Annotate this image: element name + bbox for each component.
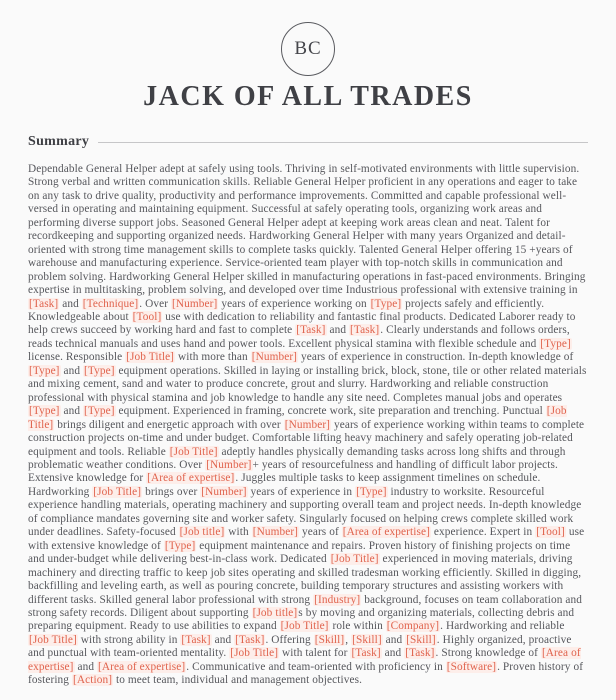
- summary-text: Dependable General Helper adept at safely using tools. Thriving in self-motivated environments with little supervision. Strong verbal and written communication skills. Reliable General Helper proficient in any operations and eager to take on any task to drive quality, productivity and performance improvements. Committed and capable professional well-versed in operating and maintaining equipment. Successful at safely operating tools, organizing work areas and performing diverse support jobs. Seasoned General Helper adept at keeping work areas clean and neat. Talent for recordkeeping and supporting organized needs. Hardworking General Helper with many years Organized and detail-oriented with strong time management skills to complete tasks quickly. Talented General Helper offering 15 +years of warehouse and manufacturing experience. Service-oriented team player with top-notch skills in communication and problem solving. Hardworking General Helper skilled in manufacturing operations in fast-paced environments. Bringing expertise in multitasking, problem solving, and developed over time Industrious professional with extensive training in: [28, 163, 586, 297]
- placeholder-token[interactable]: [Type]: [84, 364, 115, 377]
- placeholder-token[interactable]: [Job title]: [252, 606, 298, 619]
- placeholder-token[interactable]: [Job Title]: [28, 405, 567, 431]
- summary-text: + years of resourcefulness and handling of difficult labor projects. Extensive knowledge for: [28, 458, 558, 485]
- summary-text: . Highly organized, proactive and punctual with team-oriented mentality.: [28, 633, 572, 660]
- summary-text: equipment. Experienced in framing, concrete work, site preparation and trenching. Punctual: [115, 405, 546, 418]
- summary-text: and: [60, 364, 84, 377]
- summary-text: years of: [299, 526, 342, 539]
- summary-text: experienced in moving materials, driving machinery and directing traffic to keep job sites operating and skilled tradesman working efficiently. Skilled in digging, backfilling and leveling earth, as well as pouring concrete, building temporary structures and assisting workers with different tasks. Skilled general labor professional with strong: [28, 553, 582, 606]
- summary-text: . Offering: [265, 633, 314, 646]
- summary-text: years of experience working on: [218, 297, 370, 310]
- summary-section-header: [28, 134, 588, 150]
- placeholder-token[interactable]: [Type]: [84, 405, 115, 418]
- placeholder-token[interactable]: [Tool]: [132, 310, 162, 323]
- placeholder-token[interactable]: [Job Title]: [29, 633, 77, 646]
- placeholder-token[interactable]: [Job Title]: [280, 620, 329, 633]
- placeholder-token[interactable]: [Task]: [296, 324, 326, 337]
- placeholder-token[interactable]: [Software]: [446, 660, 497, 673]
- placeholder-token[interactable]: [Industry]: [314, 593, 361, 606]
- placeholder-token[interactable]: [Number]: [172, 297, 218, 310]
- summary-text: . Juggles multiple tasks to keep assignment timelines on schedule. Hardworking: [28, 472, 541, 498]
- section-heading: Summary: [28, 134, 90, 149]
- placeholder-token[interactable]: [Technique]: [82, 297, 139, 310]
- placeholder-token[interactable]: [Skill]: [314, 633, 345, 646]
- placeholder-token[interactable]: [Area of expertise]: [342, 526, 430, 539]
- summary-text: and: [381, 647, 405, 660]
- summary-text: years of experience in: [247, 485, 356, 498]
- summary-text: with more than: [175, 351, 251, 364]
- placeholder-token[interactable]: [Skill]: [352, 633, 382, 646]
- placeholder-token[interactable]: [Number]: [201, 485, 247, 498]
- page-title: JACK OF ALL TRADES: [143, 81, 473, 112]
- summary-text: brings over: [142, 485, 201, 498]
- placeholder-token[interactable]: [Company]: [386, 620, 440, 633]
- placeholder-token[interactable]: [Area of expertise]: [147, 472, 235, 485]
- summary-text: with strong ability in: [77, 633, 181, 646]
- monogram-badge: [281, 22, 335, 76]
- summary-text: industry to worksite. Resourceful experience handling materials, operating machinery and supporting overall team and project needs. In-depth knowledge of compliance mandates governing site and worker safety. Singularly focused on helping crews complete skilled work under deadlines. Safety-focused: [28, 485, 582, 539]
- placeholder-token[interactable]: [Job Title]: [330, 553, 379, 566]
- summary-text: to meet team, individual and management objectives.: [113, 674, 363, 687]
- summary-text: . Clearly understands and follows orders, reads technical manuals and uses hand and power tools. Excellent physical stamina with flexible schedule and: [28, 324, 570, 350]
- placeholder-token[interactable]: [Task]: [29, 297, 59, 310]
- summary-text: and: [74, 660, 98, 673]
- placeholder-token[interactable]: [Number]: [252, 526, 299, 539]
- placeholder-token[interactable]: [Area of expertise]: [98, 660, 186, 673]
- placeholder-token[interactable]: [Job Title]: [126, 351, 175, 364]
- summary-text: . Over: [139, 297, 172, 310]
- placeholder-token[interactable]: [Type]: [540, 337, 571, 350]
- placeholder-token[interactable]: [Task]: [181, 633, 211, 646]
- summary-text: equipment operations. Skilled in laying or installing brick, block, stone, tile or other related materials and mixing cement, sand and water to produce concrete, grout and slurry. Hardworking and reliable construction professional with physical stamina and job knowledge to handle any site need. Completes manual jobs and operates: [28, 364, 587, 404]
- placeholder-token[interactable]: [Job Title]: [169, 445, 218, 458]
- summary-text: . Proven history of fostering: [28, 660, 584, 687]
- summary-text: license. Responsible: [28, 351, 126, 364]
- summary-text: . Hardworking and reliable: [440, 620, 565, 633]
- summary-text: experience. Expert in: [430, 526, 536, 539]
- placeholder-token[interactable]: [Tool]: [536, 526, 565, 539]
- summary-text: with: [225, 526, 252, 539]
- placeholder-token[interactable]: [Area of expertise]: [28, 647, 581, 673]
- placeholder-token[interactable]: [Job Title]: [93, 485, 142, 498]
- placeholder-token[interactable]: [Task]: [351, 647, 381, 660]
- placeholder-token[interactable]: [Skill]: [406, 633, 436, 646]
- placeholder-token[interactable]: [Type]: [164, 539, 196, 552]
- placeholder-token[interactable]: [Task]: [405, 647, 435, 660]
- resume-page: [0, 22, 616, 700]
- placeholder-token[interactable]: [Task]: [235, 633, 265, 646]
- summary-text: . Communicative and team-oriented with proficiency in: [186, 660, 446, 673]
- placeholder-token[interactable]: [Number]: [284, 418, 331, 431]
- placeholder-token[interactable]: [Number]: [206, 458, 252, 471]
- summary-text: use with dedication to reliability and fantastic final products. Dedicated Laborer ready to help crews succeed by working hard and fast to complete: [28, 310, 576, 337]
- placeholder-token[interactable]: [Task]: [350, 324, 380, 337]
- summary-text: and: [60, 405, 84, 418]
- summary-text: s by moving and organizing materials, collecting debris and preparing equipment. Ready to use abilities to expand: [28, 606, 575, 633]
- placeholder-token[interactable]: [Job title]: [179, 526, 225, 539]
- summary-text: equipment maintenance and repairs. Proven history of finishing projects on time and under-budget while delivering best-in-class work. Dedicated: [28, 539, 571, 566]
- monogram-initials: BC: [294, 38, 322, 59]
- summary-paragraph: [28, 163, 588, 688]
- section-divider: [98, 142, 588, 143]
- summary-text: background, focuses on team collaboration and strong safety records. Diligent about supporting: [28, 593, 583, 619]
- placeholder-token[interactable]: [Job Title]: [230, 647, 279, 660]
- summary-text: and: [59, 297, 82, 310]
- placeholder-token[interactable]: [Type]: [370, 297, 402, 310]
- summary-text: and: [211, 633, 235, 646]
- placeholder-token[interactable]: [Type]: [29, 405, 60, 418]
- summary-text: and: [326, 324, 349, 337]
- summary-text: ,: [345, 633, 352, 646]
- summary-text: . Strong knowledge of: [435, 647, 541, 660]
- summary-text: and: [382, 633, 406, 646]
- summary-text: with talent for: [279, 647, 351, 660]
- placeholder-token[interactable]: [Type]: [29, 364, 60, 377]
- summary-text: brings diligent and energetic approach with over: [54, 418, 284, 431]
- summary-text: adeptly handles physically demanding tasks across long shifts and through problematic weather conditions. Over: [28, 445, 566, 471]
- placeholder-token[interactable]: [Number]: [251, 351, 298, 364]
- summary-text: role within: [329, 620, 386, 633]
- placeholder-token[interactable]: [Action]: [72, 674, 113, 687]
- placeholder-token[interactable]: [Type]: [356, 485, 387, 498]
- summary-text: projects safely and efficiently. Knowledgeable about: [28, 297, 545, 323]
- summary-text: years of experience working within teams to complete construction projects on-time and under budget. Comfortable lifting heavy machinery and safely operating job-related equipment and tools. Reliable: [28, 418, 585, 458]
- summary-text: use with extensive knowledge of: [28, 526, 585, 552]
- summary-text: years of experience in construction. In-depth knowledge of: [298, 351, 574, 364]
